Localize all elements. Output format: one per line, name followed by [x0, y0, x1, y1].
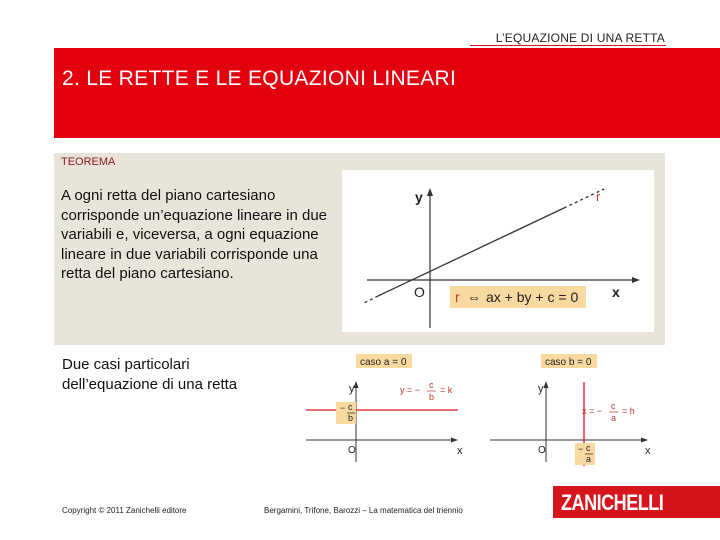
case-a-eq-num: c [429, 380, 434, 390]
equation-r: r [455, 289, 460, 305]
theorem-text: A ogni retta del piano cartesiano corrisponde un’equazione lineare in due variabili e, viceversa, a ogni equazione lineare in due variabili corrisponde una retta del piano cartesiano. [61, 187, 328, 283]
chapter-rule [470, 45, 666, 46]
main-origin-label: O [414, 284, 425, 300]
slide-title: 2. LE RETTE E LE EQUAZIONI LINEARI [62, 67, 457, 90]
main-graph-svg [342, 170, 654, 332]
case-a-label: caso a = 0 [360, 357, 407, 368]
case-b-eq-den: a [611, 413, 617, 423]
title-band [54, 48, 720, 138]
theorem-label: TEOREMA [61, 156, 116, 168]
case-a-eq-lhs: y = − [400, 385, 421, 395]
case-a-tick-sign: − [340, 403, 346, 413]
case-a-tick-den: b [348, 413, 354, 423]
special-cases-title: Due casi particolari dell’equazione di una retta [62, 356, 238, 393]
equation-iff: ⇔ [467, 289, 481, 305]
case-b-y-label: y [538, 383, 544, 395]
line-r [378, 208, 564, 296]
case-b-x-arrow [641, 438, 648, 443]
main-x-label: x [612, 284, 620, 300]
case-b-origin: O [538, 445, 546, 456]
main-y-label: y [415, 189, 423, 205]
case-b-tick-den: a [586, 454, 592, 464]
case-a-graph [302, 350, 472, 468]
y-axis-arrow [427, 188, 433, 196]
case-b-eq-rhs: = h [622, 406, 635, 416]
line-r-label: r [596, 189, 601, 204]
case-a-x-arrow [451, 438, 458, 443]
case-a-tick-num: c [348, 402, 353, 412]
equation-text: ax + by + c = 0 [486, 289, 579, 305]
case-a-y-label: y [349, 383, 355, 395]
main-graph [342, 170, 654, 332]
case-a-origin: O [348, 445, 356, 456]
case-b-label: caso b = 0 [545, 357, 592, 368]
case-b-eq-num: c [611, 401, 616, 411]
case-b-x-label: x [645, 445, 651, 457]
footer-copyright: Copyright © 2011 Zanichelli editore [62, 506, 187, 515]
brand-logo [553, 486, 720, 518]
footer-authors: Bergamini, Trifone, Barozzi – La matematica del triennio [264, 506, 463, 515]
theorem-box [54, 153, 665, 345]
case-a-eq-den: b [429, 392, 435, 402]
case-a-x-label: x [457, 445, 463, 457]
brand-name: ZANICHELLI [561, 490, 664, 515]
chapter-title: L’EQUAZIONE DI UNA RETTA [495, 31, 665, 45]
x-axis-arrow [632, 277, 640, 283]
case-b-tick-sign: − [578, 444, 584, 454]
case-a-eq-rhs: = k [440, 385, 453, 395]
case-b-eq-lhs: x = − [582, 406, 603, 416]
case-b-graph [488, 350, 658, 468]
case-b-y-arrow [544, 381, 549, 388]
line-r-dashed-low [362, 296, 378, 304]
case-b-tick-num: c [586, 443, 591, 453]
